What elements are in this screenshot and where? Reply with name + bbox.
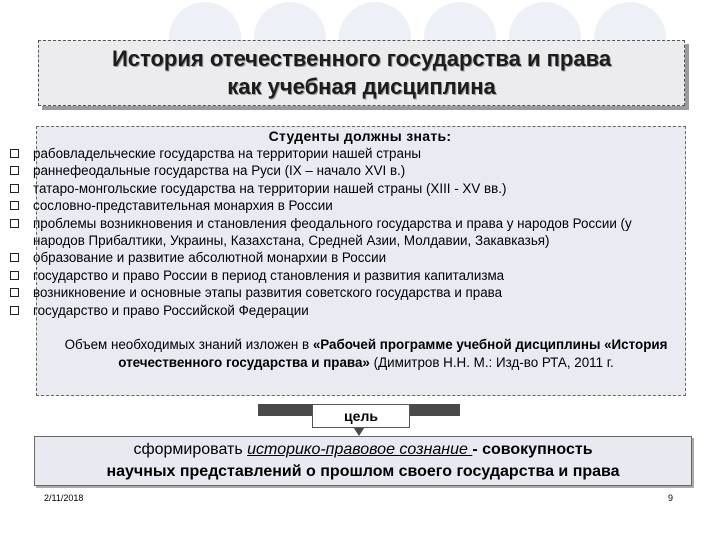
- checkbox-bullet-icon: [10, 288, 19, 297]
- list-item-text: проблемы возникновения и становления феодального государства и права у народов России (у народов Прибалтики, Украины, Казахстана, Средней Азии, Молдавии, Закавказья): [33, 215, 632, 249]
- checkbox-bullet-icon: [10, 166, 19, 175]
- slide-title-box: [38, 40, 685, 106]
- list-item: [6, 302, 686, 319]
- list-item-text: государство и право Российской Федерации: [33, 302, 309, 318]
- footer-date: 2/11/2018: [44, 493, 84, 503]
- goal-box: [34, 436, 692, 486]
- program-note-title: «Рабочей программе учебной дисциплины «История отечественного государства и права»: [118, 337, 668, 370]
- program-note-suffix: (Димитров Н.Н. М.: Изд-во РТА, 2011 г.: [369, 355, 614, 370]
- slide-title-line-1: История отечественного государства и права: [111, 46, 612, 71]
- goal-line-2: научных представлений о прошлом своего государства и права: [106, 463, 620, 480]
- checkbox-bullet-icon: [10, 184, 19, 193]
- slide-title-line-2: как учебная дисциплина: [227, 74, 496, 99]
- program-note: [46, 336, 686, 372]
- list-item-text: раннефеодальные государства на Руси (IX – начало XVI в.): [33, 163, 406, 179]
- list-item-text: сословно-представительная монархия в России: [33, 198, 333, 214]
- footer-page-number: 9: [668, 493, 674, 503]
- knowledge-list: [6, 145, 686, 319]
- goal-label: цель: [312, 404, 410, 428]
- list-item: [6, 215, 686, 250]
- program-note-prefix: Объем необходимых знаний изложен в: [64, 337, 313, 352]
- list-item-text: образование и развитие абсолютной монархии в России: [33, 250, 387, 266]
- content-heading: Студенты должны знать:: [268, 128, 452, 144]
- list-item: [6, 267, 686, 284]
- list-item: [6, 162, 686, 179]
- list-item-text: государство и право России в период становления и развития капитализма: [33, 267, 505, 283]
- checkbox-bullet-icon: [10, 149, 19, 158]
- checkbox-bullet-icon: [10, 201, 19, 210]
- goal-line-1-suffix: - совокупность: [472, 441, 593, 458]
- list-item: [6, 197, 686, 214]
- list-item: [6, 249, 686, 266]
- list-item: [6, 284, 686, 301]
- goal-line-1-emphasis: историко-правовое сознание: [247, 441, 473, 458]
- list-item-text: рабовладельческие государства на территории нашей страны: [33, 146, 421, 161]
- checkbox-bullet-icon: [10, 219, 19, 228]
- list-item-text: возникновение и основные этапы развития советского государства и права: [33, 285, 503, 301]
- checkbox-bullet-icon: [10, 306, 19, 315]
- list-item-text: татаро-монгольские государства на территории нашей страны (XIII - XV вв.): [33, 180, 507, 196]
- goal-line-1: [35, 439, 691, 461]
- checkbox-bullet-icon: [10, 271, 19, 280]
- list-item: [6, 180, 686, 197]
- list-item: [6, 145, 686, 162]
- goal-line-1-prefix: сформировать: [133, 441, 248, 458]
- checkbox-bullet-icon: [10, 253, 19, 262]
